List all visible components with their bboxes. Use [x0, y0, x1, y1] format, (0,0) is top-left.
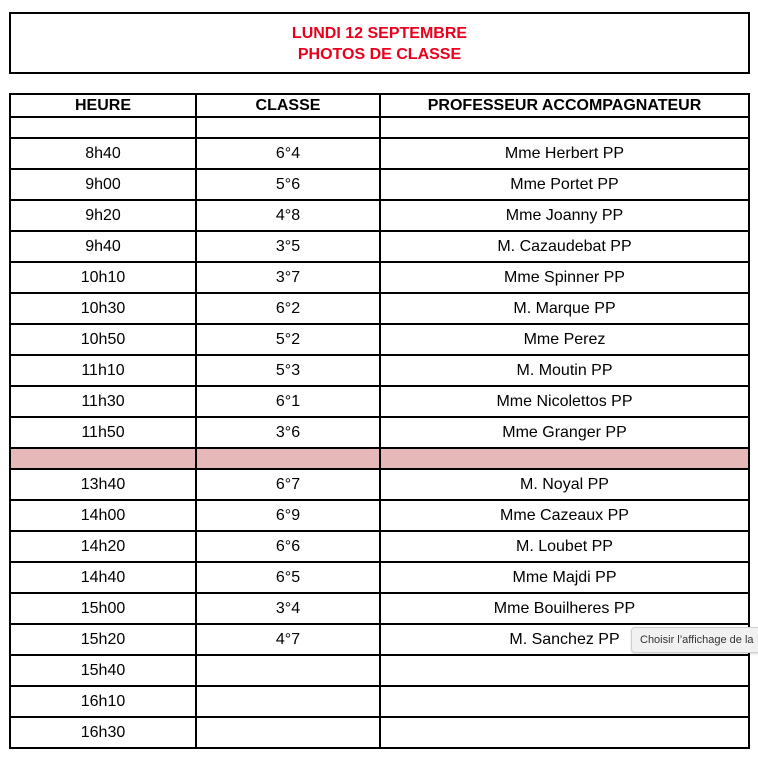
spacer-cell	[10, 117, 196, 138]
table-row	[10, 469, 749, 500]
cell-classe: 6°4	[196, 138, 380, 169]
cell-classe: 6°6	[196, 531, 380, 562]
cell-heure: 9h00	[10, 169, 196, 200]
cell-heure: 15h20	[10, 624, 196, 655]
header-professeur: PROFESSEUR ACCOMPAGNATEUR	[380, 94, 749, 117]
cell-heure: 10h50	[10, 324, 196, 355]
table-row	[10, 655, 749, 686]
cell-classe	[196, 655, 380, 686]
lunch-break-row	[10, 448, 749, 469]
cell-professeur: Mme Joanny PP	[380, 200, 749, 231]
cell-professeur: Mme Portet PP	[380, 169, 749, 200]
cell-classe	[196, 686, 380, 717]
cell-classe: 4°8	[196, 200, 380, 231]
cell-classe: 3°4	[196, 593, 380, 624]
cell-professeur: Mme Bouilheres PP	[380, 593, 749, 624]
cell-classe: 6°9	[196, 500, 380, 531]
cell-professeur: Mme Granger PP	[380, 417, 749, 448]
cell-heure: 10h10	[10, 262, 196, 293]
table-row	[10, 169, 749, 200]
cell-professeur: Mme Majdi PP	[380, 562, 749, 593]
cell-heure: 16h10	[10, 686, 196, 717]
cell-heure: 15h40	[10, 655, 196, 686]
lunch-break-cell	[10, 448, 196, 469]
spacer-row	[10, 117, 749, 138]
table-row	[10, 200, 749, 231]
cell-heure: 9h40	[10, 231, 196, 262]
table-row	[10, 138, 749, 169]
spacer-cell	[380, 117, 749, 138]
title-box	[9, 12, 750, 74]
cell-professeur	[380, 655, 749, 686]
cell-professeur: Mme Herbert PP	[380, 138, 749, 169]
cell-professeur	[380, 717, 749, 748]
cell-heure: 13h40	[10, 469, 196, 500]
table-row	[10, 262, 749, 293]
cell-classe: 6°1	[196, 386, 380, 417]
table-row	[10, 593, 749, 624]
table-row	[10, 355, 749, 386]
cell-heure: 11h50	[10, 417, 196, 448]
cell-professeur: M. Moutin PP	[380, 355, 749, 386]
tooltip: Choisir l’affichage de la	[631, 627, 758, 653]
table-row	[10, 386, 749, 417]
table-row	[10, 500, 749, 531]
title-subtitle: PHOTOS DE CLASSE	[297, 46, 462, 63]
cell-classe: 5°2	[196, 324, 380, 355]
cell-classe: 3°7	[196, 262, 380, 293]
header-row	[10, 94, 749, 117]
spacer-cell	[196, 117, 380, 138]
cell-heure: 15h00	[10, 593, 196, 624]
cell-classe: 5°3	[196, 355, 380, 386]
table-row	[10, 686, 749, 717]
table-row	[10, 562, 749, 593]
cell-heure: 9h20	[10, 200, 196, 231]
cell-classe: 4°7	[196, 624, 380, 655]
cell-heure: 11h10	[10, 355, 196, 386]
header-heure: HEURE	[10, 94, 196, 117]
cell-heure: 10h30	[10, 293, 196, 324]
cell-professeur: M. Sanchez PP	[380, 624, 749, 655]
cell-heure: 14h40	[10, 562, 196, 593]
table-row	[10, 717, 749, 748]
cell-heure: 14h00	[10, 500, 196, 531]
cell-professeur: M. Marque PP	[380, 293, 749, 324]
table-row	[10, 231, 749, 262]
cell-heure: 8h40	[10, 138, 196, 169]
table-row	[10, 324, 749, 355]
cell-heure: 11h30	[10, 386, 196, 417]
cell-classe: 3°6	[196, 417, 380, 448]
table-row	[10, 531, 749, 562]
cell-professeur: Mme Perez	[380, 324, 749, 355]
cell-heure: 14h20	[10, 531, 196, 562]
table-row	[10, 417, 749, 448]
cell-classe: 6°2	[196, 293, 380, 324]
cell-classe: 3°5	[196, 231, 380, 262]
cell-professeur: Mme Cazeaux PP	[380, 500, 749, 531]
cell-professeur	[380, 686, 749, 717]
table-row	[10, 293, 749, 324]
cell-heure: 16h30	[10, 717, 196, 748]
cell-professeur: Mme Nicolettos PP	[380, 386, 749, 417]
cell-classe: 6°7	[196, 469, 380, 500]
cell-classe: 5°6	[196, 169, 380, 200]
header-classe: CLASSE	[196, 94, 380, 117]
title-date: LUNDI 12 SEPTEMBRE	[291, 25, 468, 42]
cell-classe	[196, 717, 380, 748]
cell-professeur: M. Loubet PP	[380, 531, 749, 562]
cell-professeur: M. Noyal PP	[380, 469, 749, 500]
cell-classe: 6°5	[196, 562, 380, 593]
cell-professeur: M. Cazaudebat PP	[380, 231, 749, 262]
lunch-break-cell	[196, 448, 380, 469]
cell-professeur: Mme Spinner PP	[380, 262, 749, 293]
lunch-break-cell	[380, 448, 749, 469]
